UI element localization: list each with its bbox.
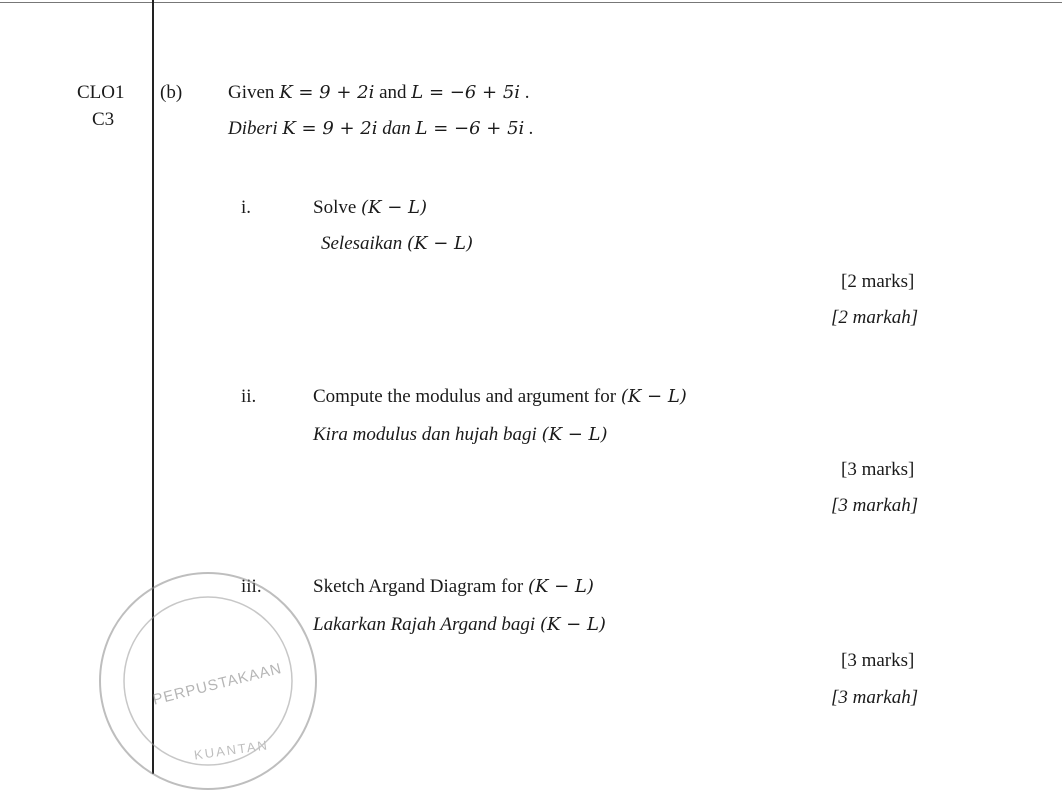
marks-english: [3 marks] <box>841 459 915 480</box>
marks-malay: [2 markah] <box>831 307 919 328</box>
given-word: Given <box>228 82 275 103</box>
k-expression-malay: K = 9 + 2i <box>282 118 378 139</box>
item-expression-malay: (K − L) <box>539 614 606 635</box>
item-number: iii. <box>241 576 262 597</box>
item-expression: (K − L) <box>527 576 594 597</box>
and-word-malay: dan <box>382 118 411 139</box>
library-stamp <box>92 565 324 797</box>
item-expression-malay: (K − L) <box>541 424 608 445</box>
stamp-center-text: PERPUSTAKAAN <box>150 660 284 709</box>
item-number: i. <box>241 197 252 218</box>
marks-english: [2 marks] <box>841 271 915 292</box>
marks-malay: [3 markah] <box>831 687 919 708</box>
given-line-malay: Diberi K = 9 + 2i dan L = −6 + 5i . <box>228 118 534 139</box>
item-expression: (K − L) <box>620 386 687 407</box>
given-word-malay: Diberi <box>228 118 278 139</box>
stamp-bottom-text: KUANTAN <box>193 737 270 763</box>
marks-english: [3 marks] <box>841 650 915 671</box>
item-text-malay: Lakarkan Rajah Argand bagi (K − L) <box>313 614 606 635</box>
part-label: (b) <box>160 82 183 103</box>
item-expression-malay: (K − L) <box>407 233 473 254</box>
cognitive-level-label: C3 <box>92 109 115 130</box>
l-expression-malay: L = −6 + 5i <box>415 118 525 139</box>
item-text-malay: Selesaikan (K − L) <box>321 233 473 254</box>
item-text-english: Sketch Argand Diagram for (K − L) <box>313 576 594 597</box>
item-text-malay: Kira modulus dan hujah bagi (K − L) <box>313 424 608 445</box>
item-text-english: Compute the modulus and argument for (K − L) <box>313 386 687 407</box>
item-number: ii. <box>241 386 257 407</box>
clo-label: CLO1 <box>77 82 125 103</box>
marks-malay: [3 markah] <box>831 495 919 516</box>
given-line-english: Given K = 9 + 2i and L = −6 + 5i . <box>228 82 530 103</box>
item-text-english: Solve (K − L) <box>313 197 428 218</box>
l-expression: L = −6 + 5i <box>411 82 521 103</box>
k-expression: K = 9 + 2i <box>279 82 375 103</box>
and-word: and <box>379 82 407 103</box>
item-expression: (K − L) <box>361 197 428 218</box>
top-border-line <box>0 2 1062 3</box>
